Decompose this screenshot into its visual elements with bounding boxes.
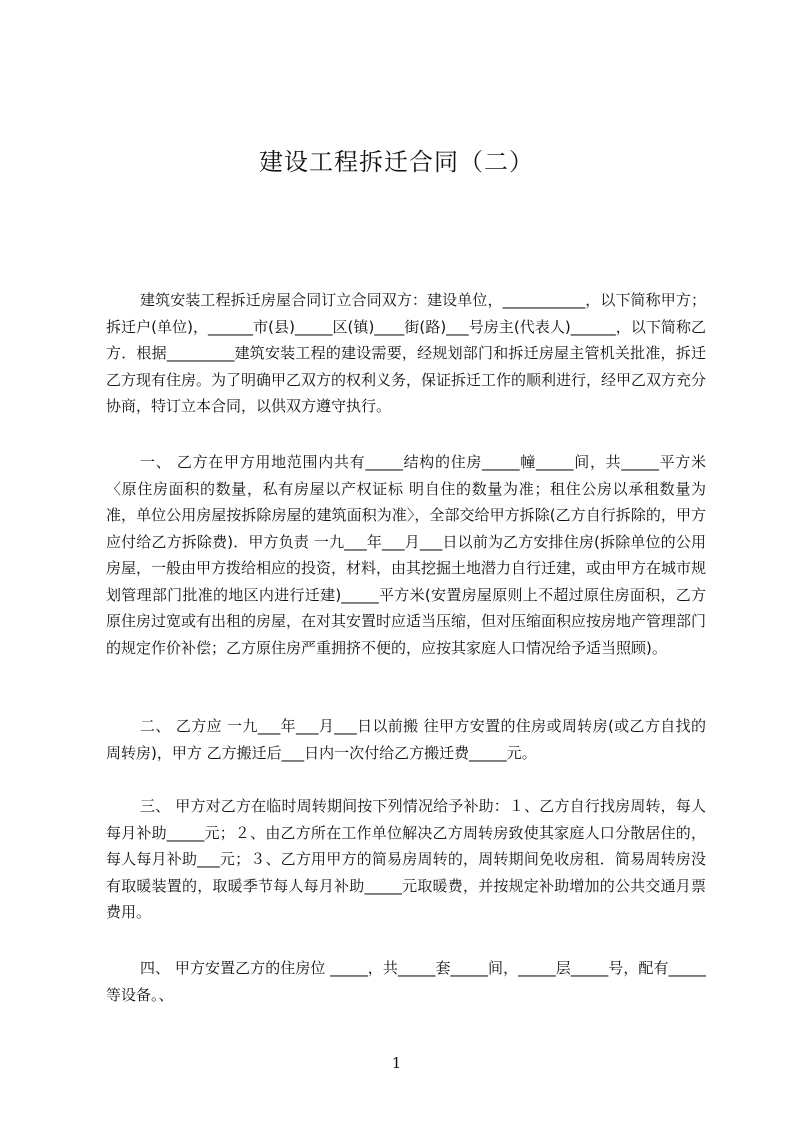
contract-clause-3 — [106, 793, 706, 926]
contract-clause-1 — [106, 449, 706, 661]
paragraph-text: 二、 乙方应 一九___年___月___日以前搬 往甲方安置的住房或周转房(或乙方自找的周转房)，甲方 乙方搬迁后___日内一次付给乙方搬迁费_____元。 — [106, 717, 706, 762]
page-number: 1 — [391, 1054, 402, 1072]
contract-clause-4 — [106, 955, 706, 1008]
paragraph-text: 三、 甲方对乙方在临时周转期间按下列情况给予补助：１、乙方自行找房周转，每人每月补助_____元；２、由乙方所在工作单位解决乙方周转房致使其家庭人口分散居住的，每人每月补助___元；３、乙方用甲方的简易房周转的，周转期间免收房租．简易周转房没有取暖装置的，取暖季节每人每月补助_____元取暖费，并按规定补助增加的公共交通月票费用。 — [106, 797, 706, 921]
paragraph-text: 四、 甲方安置乙方的住房位 _____，共_____套_____间，_____层_____号，配有_____等设备。、 — [106, 959, 706, 1004]
contract-clause-2 — [106, 713, 706, 766]
document-title: 建设工程拆迁合同（二） — [259, 148, 534, 176]
paragraph-text: 建筑安装工程拆迁房屋合同订立合同双方：建设单位，___________，以下简称甲方；拆迁户(单位)，______市(县)_____区(镇)____街(路)___号房主(代表人)______，以下简称乙方．根据_________建筑安装工程的建设需要，经规划部门和拆迁房屋主管机关批准，拆迁乙方现有住房。为了明确甲乙双方的权利义务，保证拆迁工作的顺利进行，经甲乙双方充分协商，特订立本合同，以供双方遵守执行。 — [106, 291, 707, 415]
contract-paragraph-intro — [106, 287, 706, 420]
paragraph-text: 一、 乙方在甲方用地范围内共有_____结构的住房_____幢_____间，共_____平方米〈原住房面积的数量，私有房屋以产权证标 明自住的数量为准；租住公房以承租数量为准，单位公用房屋按拆除房屋的建筑面积为准〉，全部交给甲方拆除(乙方自行拆除的，甲方应付给乙方拆除费)．甲方负责 一九___年___月___日以前为乙方安排住房(拆除单位的公用房屋，一般由甲方拨给相应的投资，材料，由其挖掘土地潜力自行迁建，或由甲方在城市规划管理部门批准的地区内进行迁建)_____平方米(安置房屋原则上不超过原住房面积，乙方原住房过宽或有出租的房屋，在对其安置时应适当压缩，但对压缩面积应按房地产管理部门的规定作价补偿；乙方原住房严重拥挤不便的，应按其家庭人口情况给予适当照顾)。 — [106, 453, 707, 657]
